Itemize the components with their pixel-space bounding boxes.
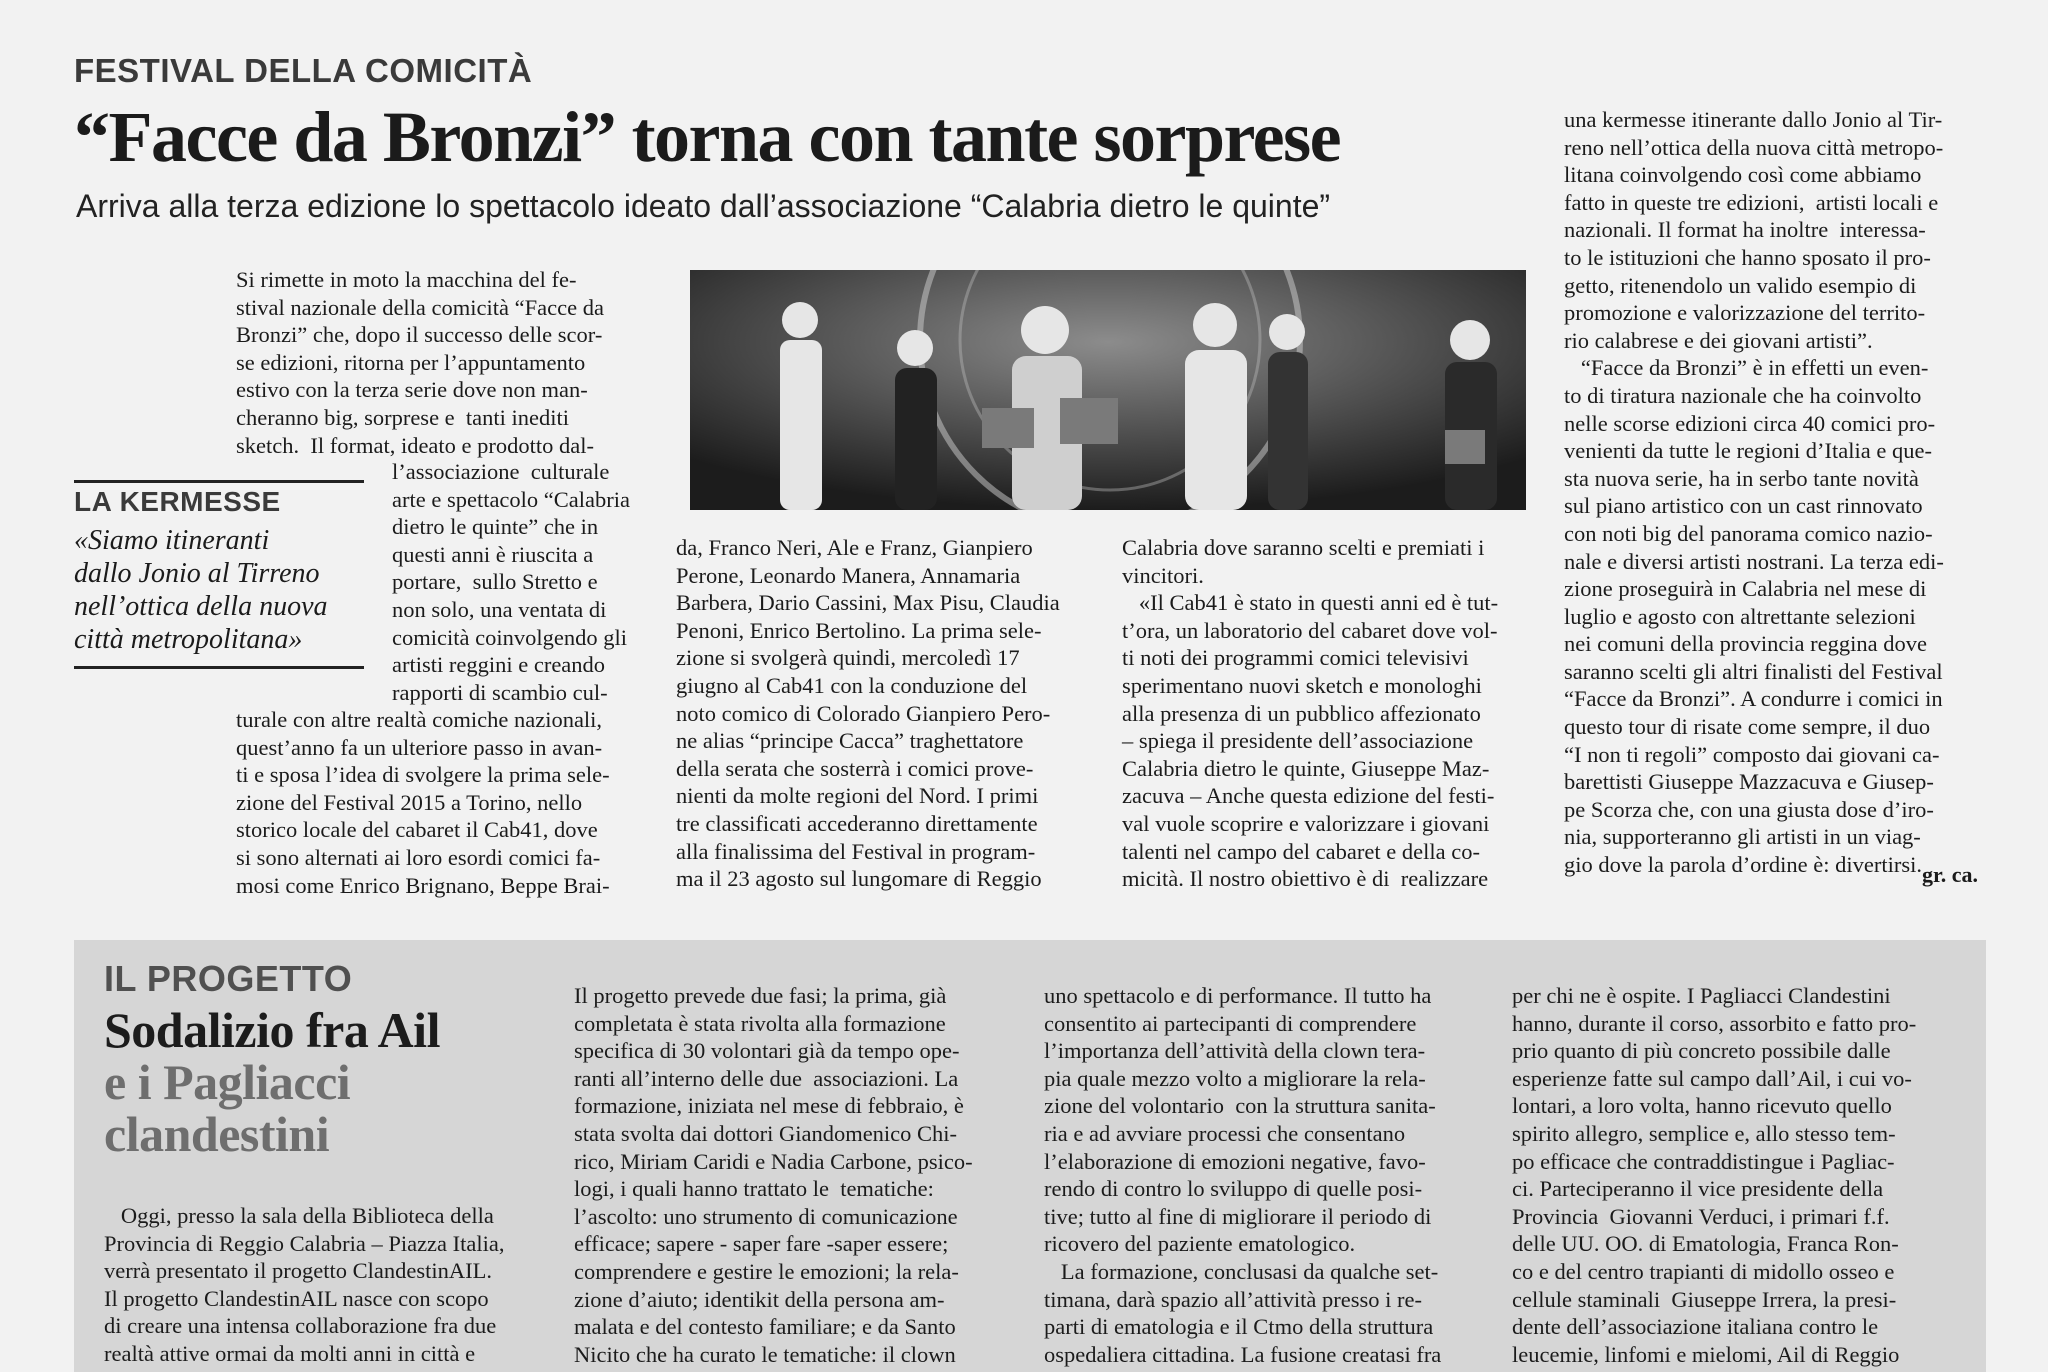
headline-ail-line-3: clandestini (104, 1106, 330, 1162)
author-signature: gr. ca. (1922, 862, 1979, 887)
sidebar-quote: «Siamo itineranti dallo Jonio al Tirreno nell’ottica della nuova città metropolitana» (74, 525, 328, 655)
article-column-1-mid: l’associazione culturale arte e spettacolo “Calabria dietro le quinte” che in questi anni è riuscita a portare, sullo Stretto e non solo, una ventata di comicità coinvolgendo gli artisti reggini e creando rapporti di scambio cul- (392, 459, 630, 705)
article-column-3: Calabria dove saranno scelti e premiati i vincitori. «Il Cab41 è stato in questi anni ed è tut- t’ora, un laboratorio del cabaret dove vol- ti noti dei programmi comici televisivi sperimentano nuovi sketch e monologhi alla presenza di un pubblico affezionato – spiega il presidente dell’associazione Calabria dietro le quinte, Giuseppe Maz- zacuva – Anche questa edizione del festi- val vuole scoprire e valorizzare i giovani talenti nel campo del cabaret e della co- micità. Il nostro obiettivo è di realizzare (1122, 535, 1499, 892)
article-column-2: da, Franco Neri, Ale e Franz, Gianpiero Perone, Leonardo Manera, Annamaria Barbera, Dario Cassini, Max Pisu, Claudia Penoni, Enrico Bertolino. La prima sele- zione si svolgerà quindi, mercoledì 17 giugno al Cab41 con la conduzione del noto comico di Colorado Gianpiero Pero- ne alias “principe Cacca” traghettatore della serata che sosterrà i comici prove- nienti da molte regioni del Nord. I primi tre classificati accederanno direttamente alla finalissima del Festival in program- ma il 23 agosto sul lungomare di Reggio (676, 535, 1060, 892)
article-column-1-top: Si rimette in moto la macchina del fe- stival nazionale della comicità “Facce da Bronzi” che, dopo il successo delle scor- se edizioni, ritorna per l’appuntamento estivo con la terza serie dove non man- cheranno big, sorprese e tanti inediti sketch. Il format, ideato e prodotto dal- (236, 267, 604, 458)
sidebar-bottom-rule (74, 666, 364, 669)
section-kicker-progetto: IL PROGETTO (104, 958, 353, 999)
ail-column-3: uno spettacolo e di performance. Il tutto ha consentito ai partecipanti di comprendere l’importanza dell’attività della clown tera- pia quale mezzo volto a migliorare la rela- zione del volontario con la struttura sanita- ria e ad avviare processi che consentano l’elaborazione di emozioni negative, favo- rendo di contro lo sviluppo di quelle posi- tive; tutto al fine di migliorare il periodo di ricovero del paziente ematologico. La formazione, conclusasi da qualche set- timana, darà spazio all’attività presso i re- parti di ematologia e il Ctmo della struttura ospedaliera cittadina. La fusione creatasi fra (1044, 983, 1442, 1367)
section-kicker: FESTIVAL DELLA COMICITÀ (74, 52, 533, 89)
headline-ail-line-2: e i Pagliacci (104, 1054, 351, 1110)
article-column-4: una kermesse itinerante dallo Jonio al Tir- reno nell’ottica della nuova città metropo- litana coinvolgendo così come abbiamo fatto in queste tre edizioni, artisti locali e nazionali. Il format ha inoltre interessa- to le istituzioni che hanno sposato il pro- getto, ritenendolo un valido esempio di promozione e valorizzazione del territo- rio calabrese e dei giovani artisti”. “Facce da Bronzi” è in effetti un even- to di tiratura nazionale che ha coinvolto nelle scorse edizioni circa 40 comici pro- venienti da tutte le regioni d’Italia e que- sta nuova serie, ha in serbo tante novità sul piano artistico con un cast rinnovato con noti big del panorama comico nazio- nale e diversi artisti nostrani. La terza edi- zione proseguirà in Calabria nel mese di luglio e agosto con altrettante selezioni nei comuni della provincia reggina dove saranno scelti gli altri finalisti del Festival “Facce da Bronzi”. A condurre i comici in questo tour di risate come sempre, il duo “I non ti regoli” composto dai giovani ca- barettisti Giuseppe Mazzacuva e Giusep- pe Scorza che, con una giusta dose d’iro- nia, supporteranno gli artisti in un viag- gio dove la parola d’ordine è: divertirsi. (1564, 107, 1944, 878)
article-column-1-bottom: turale con altre realtà comiche nazionali, quest’anno fa un ulteriore passo in avan- ti e sposa l’idea di svolgere la prima sele- zione del Festival 2015 a Torino, nello storico locale del cabaret il Cab41, dove si sono alternati ai loro esordi comici fa- mosi come Enrico Brignano, Beppe Brai- (236, 707, 610, 898)
ail-column-1: Oggi, presso la sala della Biblioteca della Provincia di Reggio Calabria – Piazza Italia, verrà presentato il progetto ClandestinAIL. Il progetto ClandestinAIL nasce con scopo di creare una intensa collaborazione fra due realtà attive ormai da molti anni in città e (104, 1203, 505, 1366)
event-photo (690, 270, 1526, 510)
headline: “Facce da Bronzi” torna con tante sorprese (74, 97, 1341, 177)
subheadline: Arriva alla terza edizione lo spettacolo ideato dall’associazione “Calabria dietro le quinte” (76, 188, 1331, 224)
ail-column-4: per chi ne è ospite. I Pagliacci Clandestini hanno, durante il corso, assorbito e fatto pro- prio quanto di più concreto possibile dalle esperienze fatte sul campo dall’Ail, i cui vo- lontari, a loro volta, hanno ricevuto quello spirito allegro, semplice e, allo stesso tem- po efficace che contraddistingue i Pagliac- ci. Parteciperanno il vice presidente della Provincia Giovanni Verduci, i primari f.f. delle UU. OO. di Ematologia, Franca Ron- co e del centro trapianti di midollo osseo e cellule staminali Giuseppe Irrera, la presi- dente dell’associazione italiana contro le leucemie, linfomi e mielomi, Ail di Reggio (1512, 983, 1917, 1367)
event-photo-graphic (690, 270, 1526, 510)
headline-ail (104, 1004, 440, 1160)
sidebar-top-rule (74, 480, 364, 483)
headline-ail-line-1: Sodalizio fra Ail (104, 1002, 440, 1058)
ail-column-2: Il progetto prevede due fasi; la prima, già completata è stata rivolta alla formazione specifica di 30 volontari già da tempo ope- ranti all’interno delle due associazioni. La formazione, iniziata nel mese di febbraio, è stata svolta dai dottori Giandomenico Chi- rico, Miriam Caridi e Nadia Carbone, psico- logi, i quali hanno trattato le tematiche: l’ascolto: uno strumento di comunicazione efficace; sapere - saper fare -saper essere; comprendere e gestire le emozioni; la rela- zione d’aiuto; identikit della persona am- malata e del contesto familiare; e da Santo Nicito che ha curato le tematiche: il clown (574, 983, 973, 1367)
sidebar-label: LA KERMESSE (74, 486, 281, 517)
